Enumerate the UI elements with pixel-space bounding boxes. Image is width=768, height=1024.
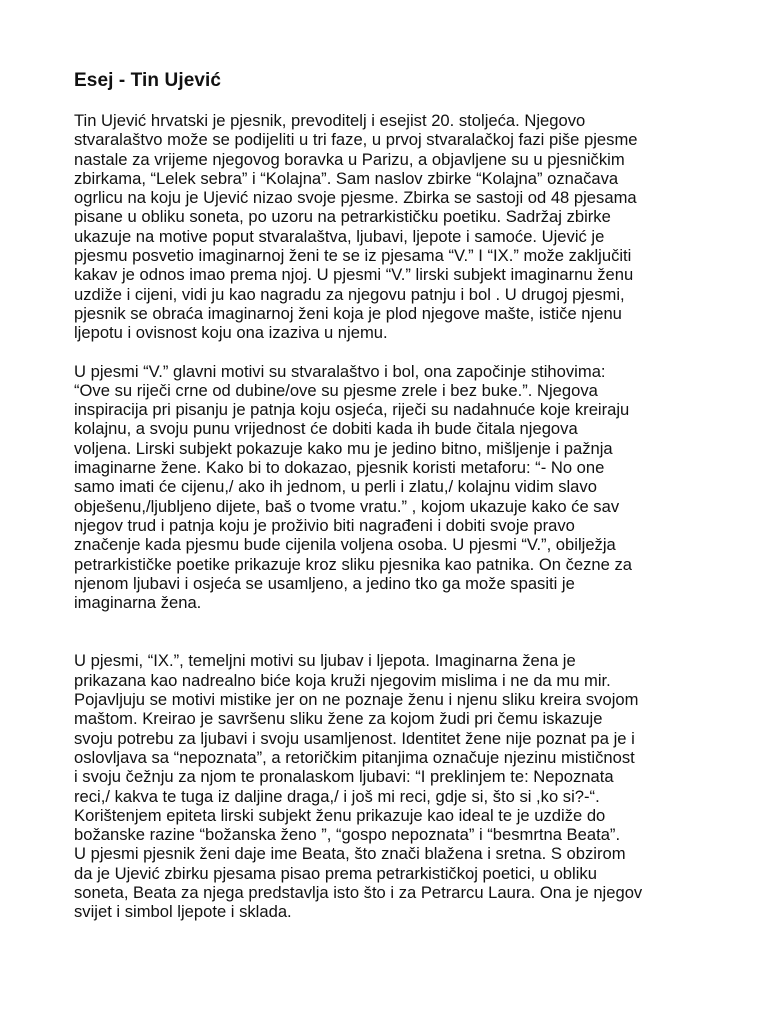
text-line: Korištenjem epiteta lirski subjekt ženu prikazuje kao ideal te je uzdiže do <box>74 805 606 825</box>
text-line: Pojavljuju se motivi mistike jer on ne poznaje ženu i njenu sliku kreira svojom <box>74 690 639 710</box>
paragraph-2 <box>74 362 696 613</box>
text-line: i svoju čežnju za njom te pronalaskom ljubavi: “I preklinjem te: Nepoznata <box>74 767 614 787</box>
text-line: samo imati će cijenu,/ ako ih jednom, u perli i zlatu,/ kolajnu vidim slavo <box>74 477 597 497</box>
text-line: njegov trud i patnja koju je proživio biti nagrađeni i dobiti svoje pravo <box>74 515 575 535</box>
text-line: stvaralaštvo može se podijeliti u tri faze, u prvoj stvaralačkoj fazi piše pjesme <box>74 130 638 150</box>
paragraph-1 <box>74 111 696 343</box>
paragraph-3 <box>74 651 696 921</box>
text-line: ukazuje na motive poput stvaralaštva, ljubavi, ljepote i samoće. Ujević je <box>74 226 605 246</box>
text-line: njenom ljubavi i osjeća se usamljeno, a jedino tko ga može spasiti je <box>74 573 575 593</box>
text-line: pjesmu posvetio imaginarnoj ženi te se iz pjesama “V.” I “IX.” može zaključiti <box>74 246 632 266</box>
paragraph-spacer <box>74 343 696 362</box>
document-page <box>74 68 696 922</box>
text-line: zbirkama, “Lelek sebra” i “Kolajna”. Sam naslov zbirke “Kolajna” označava <box>74 168 619 188</box>
text-line: soneta, Beata za njega predstavlja isto što i za Petrarcu Laura. Ona je njegov <box>74 882 643 902</box>
text-line: imaginarne žene. Kako bi to dokazao, pjesnik koristi metaforu: “- No one <box>74 458 605 478</box>
text-line: pjesnik se obraća imaginarnoj ženi koja je plod njegove mašte, ističe njenu <box>74 303 622 323</box>
text-line: kakav je odnos imao prema njoj. U pjesmi “V.” lirski subjekt imaginarnu ženu <box>74 265 634 285</box>
text-line: Tin Ujević hrvatski je pjesnik, prevoditelj i esejist 20. stoljeća. Njegovo <box>74 111 586 130</box>
text-line: uzdiže i cijeni, vidi ju kao nagradu za njegovu patnju i bol . U drugoj pjesmi, <box>74 284 625 304</box>
text-line: oslovljava sa “nepoznata”, a retoričkim pitanjima označuje njezinu mističnost <box>74 747 635 767</box>
text-line: reci,/ kakva te tuga iz daljine draga,/ i još mi reci, gdje si, što si ,ko si?-“. <box>74 786 600 806</box>
text-line: inspiracija pri pisanju je patnja koju osjeća, riječi su nadahnuće koje kreiraju <box>74 400 630 420</box>
text-line: prikazana kao nadrealno biće koja kruži njegovim mislima i ne da mu mir. <box>74 670 611 690</box>
text-line: obješenu,/ljubljeno dijete, baš o tvome vratu.” , kojom ukazuje kako će sav <box>74 496 620 516</box>
text-line: U pjesmi pjesnik ženi daje ime Beata, što znači blažena i sretna. S obzirom <box>74 844 626 864</box>
text-line: da je Ujević zbirku pjesama pisao prema petrarkističkoj poetici, u obliku <box>74 863 597 883</box>
document-title: Esej - Tin Ujević <box>74 70 222 91</box>
text-line: “Ove su riječi crne od dubine/ove su pjesme zrele i bez buke.”. Njegova <box>74 380 598 400</box>
text-line: petrarkističke poetike prikazuje kroz sliku pjesnika kao patnika. On čezne za <box>74 554 633 574</box>
text-line: ljepotu i ovisnost koju ona izaziva u njemu. <box>74 323 388 343</box>
text-line: kolajnu, a svoju punu vrijednost će dobiti kada ih bude čitala njegova <box>74 419 578 439</box>
text-line: božanske razine “božanska ženo ”, “gospo nepoznata” i “besmrtna Beata”. <box>74 825 621 845</box>
text-line: U pjesmi “V.” glavni motivi su stvaralaštvo i bol, ona započinje stihovima: <box>74 361 606 381</box>
text-line: pisane u obliku soneta, po uzoru na petrarkističku poetiku. Sadržaj zbirke <box>74 207 611 227</box>
text-line: svoju potrebu za ljubavi i svoju usamljenost. Identitet žene nije poznat pa je i <box>74 728 635 748</box>
text-line: značenje kada pjesmu bude cijenila voljena osoba. U pjesmi “V.”, obilježja <box>74 535 616 555</box>
text-line: U pjesmi, “IX.”, temeljni motivi su ljubav i ljepota. Imaginarna žena je <box>74 651 576 671</box>
text-line: maštom. Kreirao je savršenu sliku žene za kojom žudi pri čemu iskazuje <box>74 709 603 729</box>
text-line: voljena. Lirski subjekt pokazuje kako mu je jedino bitno, mišljenje i pažnja <box>74 438 613 458</box>
text-line: nastale za vrijeme njegovog boravka u Parizu, a objavljene su u pjesničkim <box>74 149 625 169</box>
paragraph-spacer <box>74 612 696 651</box>
text-line: svijet i simbol ljepote i sklada. <box>74 902 292 922</box>
text-line: imaginarna žena. <box>74 593 202 613</box>
text-line: ogrlicu na koju je Ujević nizao svoje pjesme. Zbirka se sastoji od 48 pjesama <box>74 188 637 208</box>
